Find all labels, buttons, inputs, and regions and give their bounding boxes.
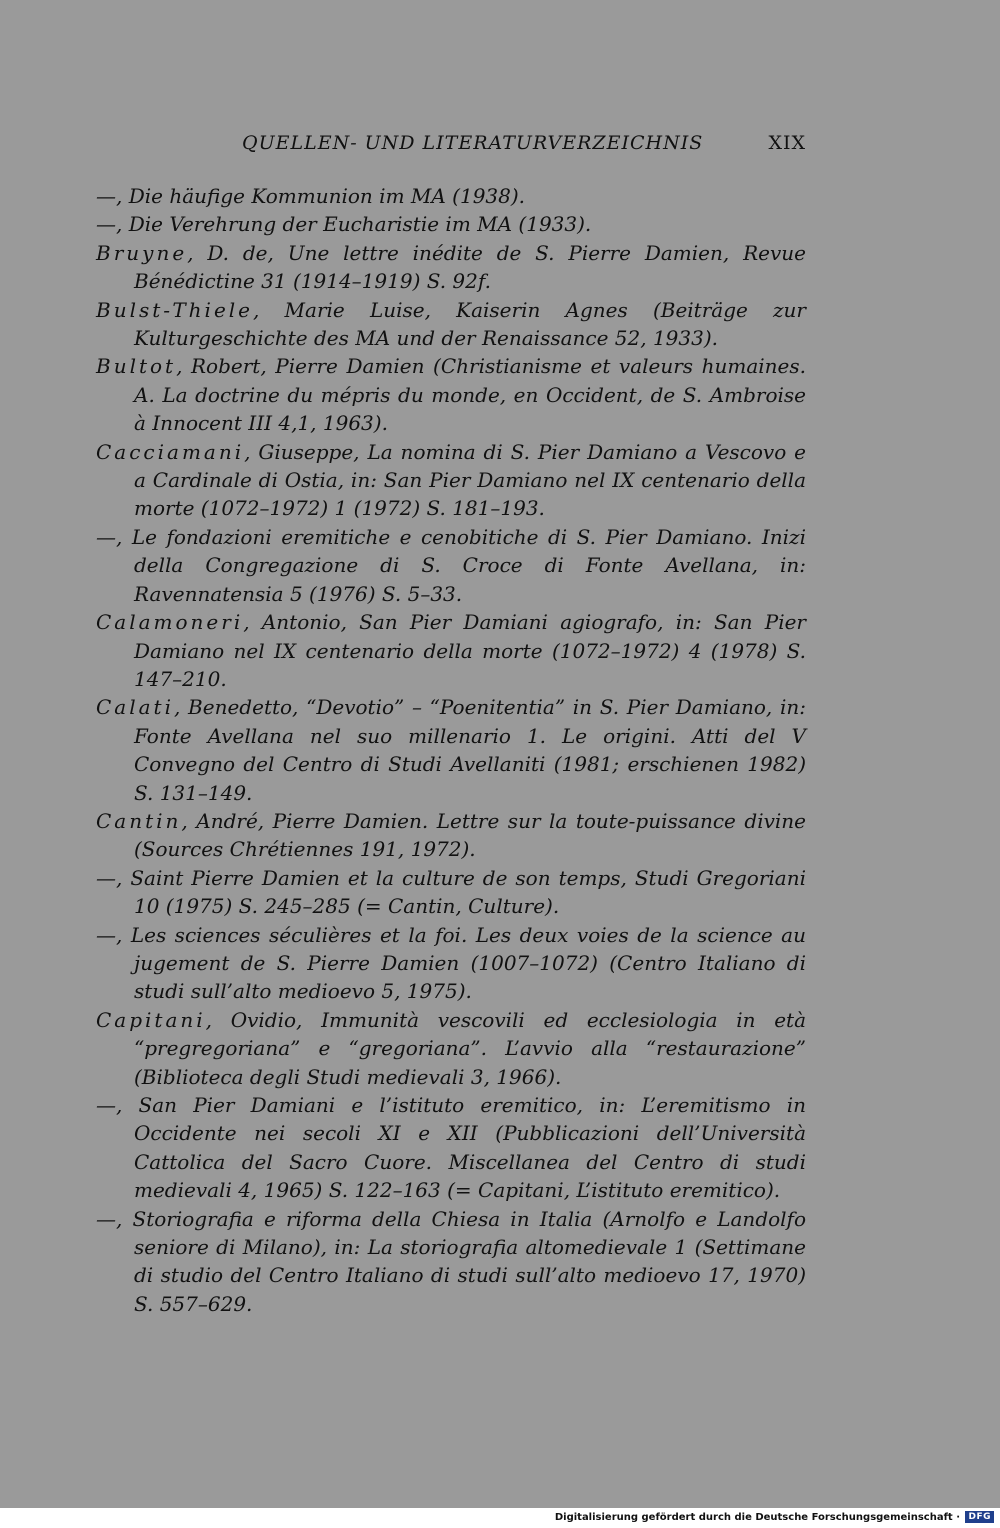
entry-text: , Marie Luise, Kaiserin Agnes (Beiträge zur Kulturgeschichte des MA und der Renaissance 52, 1933). [134, 297, 806, 351]
entry-author: Calamoneri [96, 610, 244, 635]
bibliography-entry [96, 1006, 806, 1091]
dfg-logo: DFG [965, 1511, 994, 1523]
entry-author: Calati [96, 695, 174, 720]
bibliography-list [96, 182, 806, 1318]
bibliography-entry [96, 182, 806, 210]
entry-author: Bulst-Thiele [96, 297, 254, 322]
bibliography-entry [96, 608, 806, 693]
entry-text: —, San Pier Damiani e l’istituto eremitico, in: L’eremitismo in Occidente nei secoli XI e XII (Pubblicazioni dell’Università Cattolica del Sacro Cuore. Miscellanea del Centro di studi medievali 4, 1965) S. 122–163 (= Capitani, L’istituto eremitico). [96, 1093, 806, 1203]
running-title: QUELLEN- UND LITERATURVERZEICHNIS [242, 132, 704, 154]
bibliography-entry [96, 1205, 806, 1319]
entry-text: —, Les sciences séculières et la foi. Les deux voies de la science au jugement de S. Pierre Damien (1007–1072) (Centro Italiano di studi sull’alto medioevo 5, 1975). [96, 922, 806, 1004]
entry-text: —, Saint Pierre Damien et la culture de son temps, Studi Gregoriani 10 (1975) S. 245–285 (= Cantin, Culture). [96, 865, 806, 919]
bibliography-entry [96, 296, 806, 353]
entry-text: , Giuseppe, La nomina di S. Pier Damiano a Vescovo e a Cardinale di Ostia, in: San Pier Damiano nel IX centenario della morte (1072–1972) 1 (1972) S. 181–193. [134, 439, 806, 521]
entry-text: , D. de, Une lettre inédite de S. Pierre Damien, Revue Bénédictine 31 (1914–1919) S. 92f. [134, 240, 806, 294]
digitization-footer [0, 1508, 1000, 1528]
running-header [96, 132, 806, 158]
footer-credit-text: Digitalisierung gefördert durch die Deutsche Forschungsgemeinschaft · [554, 1512, 960, 1523]
bibliography-entry [96, 693, 806, 807]
bibliography-entry [96, 921, 806, 1006]
entry-text: , Antonio, San Pier Damiani agiografo, in: San Pier Damiano nel IX centenario della morte (1072–1972) 4 (1978) S. 147–210. [134, 610, 806, 691]
entry-text: , Robert, Pierre Damien (Christianisme et valeurs humaines. A. La doctrine du mépris du monde, en Occident, de S. Ambroise à Innocent III 4,1, 1963). [134, 354, 806, 436]
entry-text: —, Die Verehrung der Eucharistie im MA (1933). [96, 212, 592, 237]
bibliography-entry [96, 210, 806, 238]
bibliography-entry [96, 352, 806, 437]
entry-author: Bultot [96, 354, 177, 379]
entry-author: Capitani [96, 1007, 206, 1032]
entry-text: , André, Pierre Damien. Lettre sur la toute-puissance divine (Sources Chrétiennes 191, 1972). [134, 808, 806, 862]
entry-author: Cantin [96, 808, 182, 833]
entry-text: , Ovidio, Immunità vescovili ed ecclesiologia in età “pregregoriana” e “gregoriana”. L’avvio alla “restaurazione” (Biblioteca degli Studi medievali 3, 1966). [134, 1007, 806, 1089]
entry-text: , Benedetto, “Devotio” – “Poenitentia” in S. Pier Damiano, in: Fonte Avellana nel suo millenario 1. Le origini. Atti del V Convegno del Centro di Studi Avellaniti (1981; erschienen 1982) S. 131–149. [134, 695, 806, 805]
bibliography-entry [96, 1091, 806, 1205]
entry-text: —, Storiografia e riforma della Chiesa in Italia (Arnolfo e Landolfo seniore di Milano), in: La storiografia altomedievale 1 (Settimane di studio del Centro Italiano di studi sull’alto medioevo 17, 1970) S. 557–629. [96, 1206, 806, 1316]
entry-author: Cacciamani [96, 439, 245, 464]
page-number: XIX [768, 132, 806, 154]
bibliography-entry [96, 807, 806, 864]
entry-text: —, Die häufige Kommunion im MA (1938). [96, 184, 526, 208]
bibliography-entry [96, 239, 806, 296]
entry-text: —, Le fondazioni eremitiche e cenobitiche di S. Pier Damiano. Inizi della Congregazione di S. Croce di Fonte Avellana, in: Ravennatensia 5 (1976) S. 5–33. [96, 524, 806, 606]
bibliography-entry [96, 438, 806, 523]
bibliography-entry [96, 523, 806, 608]
entry-author: Bruyne [96, 240, 188, 265]
bibliography-entry [96, 864, 806, 921]
